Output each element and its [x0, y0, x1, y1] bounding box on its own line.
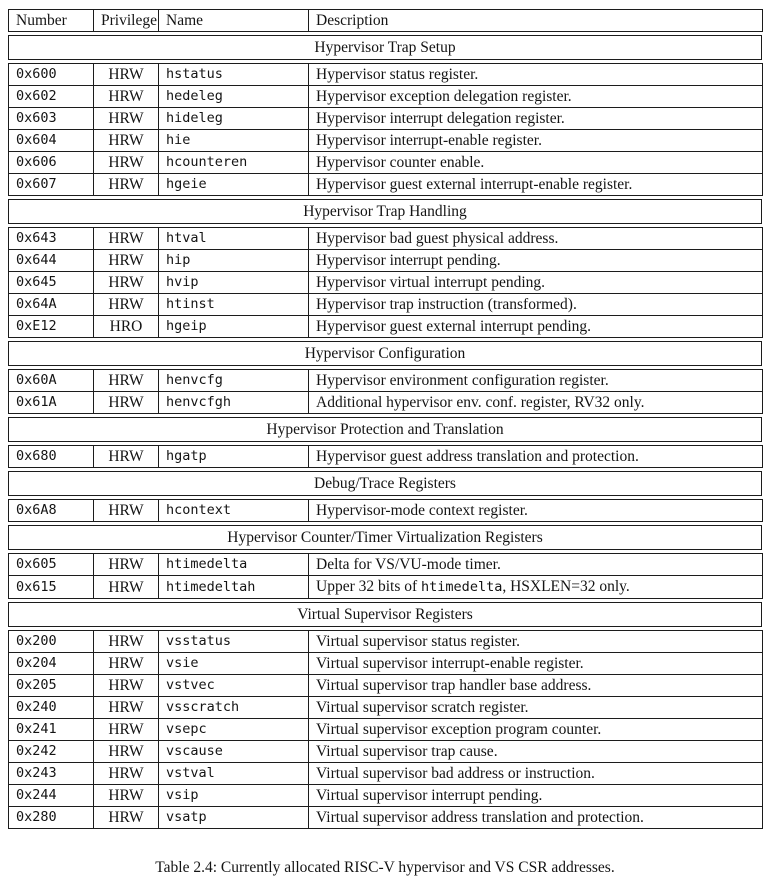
- cell-privilege: HRW: [94, 272, 159, 294]
- col-header-number: Number: [9, 10, 94, 32]
- csr-row: [9, 228, 763, 250]
- cell-description: Virtual supervisor interrupt-enable register.: [309, 653, 763, 675]
- cell-description: Hypervisor guest external interrupt pending.: [309, 316, 763, 338]
- cell-privilege: HRW: [94, 631, 159, 653]
- section-title-row: [9, 418, 762, 442]
- cell-name: htinst: [159, 294, 309, 316]
- csr-row: [9, 446, 763, 468]
- cell-name: hideleg: [159, 108, 309, 130]
- csr-row: [9, 370, 763, 392]
- cell-privilege: HRW: [94, 228, 159, 250]
- cell-number: 0x602: [9, 86, 94, 108]
- table-caption: Table 2.4: Currently allocated RISC-V hypervisor and VS CSR addresses.: [155, 859, 615, 876]
- csr-row: [9, 807, 763, 829]
- cell-name: htimedeltah: [159, 576, 309, 599]
- cell-privilege: HRW: [94, 446, 159, 468]
- cell-number: 0x64A: [9, 294, 94, 316]
- col-header-privilege: Privilege: [94, 10, 159, 32]
- cell-number: 0x243: [9, 763, 94, 785]
- inline-code: htimedelta: [421, 579, 503, 595]
- section-title-row: [9, 472, 762, 496]
- cell-description: Hypervisor guest external interrupt-enable register.: [309, 174, 763, 196]
- cell-description: Hypervisor environment configuration register.: [309, 370, 763, 392]
- section-title-block: [8, 525, 762, 550]
- csr-row: [9, 272, 763, 294]
- csr-row: [9, 316, 763, 338]
- cell-number: 0x600: [9, 64, 94, 86]
- section-title-block: [8, 35, 762, 60]
- cell-number: 0x615: [9, 576, 94, 599]
- cell-privilege: HRW: [94, 86, 159, 108]
- cell-privilege: HRW: [94, 130, 159, 152]
- csr-row: [9, 785, 763, 807]
- cell-privilege: HRW: [94, 64, 159, 86]
- cell-name: vsstatus: [159, 631, 309, 653]
- cell-description: Virtual supervisor exception program counter.: [309, 719, 763, 741]
- cell-description: Hypervisor counter enable.: [309, 152, 763, 174]
- cell-privilege: HRW: [94, 392, 159, 414]
- header-row: [9, 10, 763, 32]
- csr-row: [9, 174, 763, 196]
- cell-name: vsatp: [159, 807, 309, 829]
- cell-privilege: HRW: [94, 250, 159, 272]
- cell-description: Hypervisor bad guest physical address.: [309, 228, 763, 250]
- cell-name: vsepc: [159, 719, 309, 741]
- csr-table-header: [8, 9, 763, 32]
- cell-privilege: HRW: [94, 500, 159, 522]
- cell-number: 0x606: [9, 152, 94, 174]
- cell-name: hgeie: [159, 174, 309, 196]
- section-rows-block: [8, 499, 763, 522]
- csr-row: [9, 741, 763, 763]
- cell-name: hie: [159, 130, 309, 152]
- cell-description: Hypervisor interrupt delegation register.: [309, 108, 763, 130]
- section-rows-block: [8, 553, 763, 599]
- section-title-row: [9, 200, 762, 224]
- csr-row: [9, 294, 763, 316]
- csr-row: [9, 108, 763, 130]
- cell-name: vsscratch: [159, 697, 309, 719]
- cell-privilege: HRW: [94, 653, 159, 675]
- col-header-name: Name: [159, 10, 309, 32]
- cell-number: 0x645: [9, 272, 94, 294]
- cell-number: 0x204: [9, 653, 94, 675]
- cell-name: vsie: [159, 653, 309, 675]
- cell-number: 0x241: [9, 719, 94, 741]
- cell-privilege: HRW: [94, 675, 159, 697]
- cell-number: 0x6A8: [9, 500, 94, 522]
- csr-row: [9, 392, 763, 414]
- section-title-block: [8, 471, 762, 496]
- section-title-row: [9, 526, 762, 550]
- section-rows-block: [8, 227, 763, 338]
- cell-description: Delta for VS/VU-mode timer.: [309, 554, 763, 576]
- section-rows-block: [8, 369, 763, 414]
- cell-number: 0x240: [9, 697, 94, 719]
- csr-row: [9, 653, 763, 675]
- csr-row: [9, 697, 763, 719]
- cell-privilege: HRW: [94, 152, 159, 174]
- csr-table-body: [8, 35, 762, 829]
- cell-description: Virtual supervisor bad address or instruction.: [309, 763, 763, 785]
- cell-description: Hypervisor virtual interrupt pending.: [309, 272, 763, 294]
- csr-row: [9, 763, 763, 785]
- section-title-row: [9, 36, 762, 60]
- cell-name: hgeip: [159, 316, 309, 338]
- cell-description: Virtual supervisor interrupt pending.: [309, 785, 763, 807]
- cell-name: hcontext: [159, 500, 309, 522]
- section-rows-block: [8, 445, 763, 468]
- section-title: Hypervisor Counter/Timer Virtualization Registers: [227, 529, 543, 546]
- cell-number: 0x61A: [9, 392, 94, 414]
- cell-description: Upper 32 bits of htimedelta, HSXLEN=32 only.: [309, 576, 763, 599]
- cell-number: 0x242: [9, 741, 94, 763]
- cell-number: 0x680: [9, 446, 94, 468]
- cell-description: Hypervisor interrupt pending.: [309, 250, 763, 272]
- cell-name: hvip: [159, 272, 309, 294]
- cell-name: hcounteren: [159, 152, 309, 174]
- csr-row: [9, 250, 763, 272]
- section-title: Hypervisor Trap Handling: [303, 203, 467, 220]
- cell-description: Virtual supervisor status register.: [309, 631, 763, 653]
- cell-number: 0x280: [9, 807, 94, 829]
- cell-description: Virtual supervisor trap cause.: [309, 741, 763, 763]
- cell-description: Virtual supervisor address translation and protection.: [309, 807, 763, 829]
- section-title-block: [8, 417, 762, 442]
- section-title: Hypervisor Protection and Translation: [266, 421, 504, 438]
- cell-privilege: HRW: [94, 763, 159, 785]
- cell-name: hgatp: [159, 446, 309, 468]
- csr-row: [9, 500, 763, 522]
- section-rows-block: [8, 63, 763, 196]
- section-title: Hypervisor Configuration: [304, 345, 466, 362]
- cell-number: 0x205: [9, 675, 94, 697]
- cell-description: Virtual supervisor trap handler base address.: [309, 675, 763, 697]
- cell-name: vstval: [159, 763, 309, 785]
- cell-name: htimedelta: [159, 554, 309, 576]
- cell-privilege: HRW: [94, 697, 159, 719]
- section-title: Debug/Trace Registers: [314, 475, 456, 492]
- cell-name: vsip: [159, 785, 309, 807]
- cell-number: 0x644: [9, 250, 94, 272]
- cell-number: 0xE12: [9, 316, 94, 338]
- cell-privilege: HRW: [94, 370, 159, 392]
- cell-name: hip: [159, 250, 309, 272]
- cell-privilege: HRW: [94, 294, 159, 316]
- csr-row: [9, 86, 763, 108]
- cell-privilege: HRW: [94, 785, 159, 807]
- cell-number: 0x200: [9, 631, 94, 653]
- section-rows-block: [8, 630, 763, 829]
- cell-privilege: HRW: [94, 576, 159, 599]
- cell-privilege: HRW: [94, 719, 159, 741]
- cell-privilege: HRW: [94, 174, 159, 196]
- cell-description: Hypervisor trap instruction (transformed).: [309, 294, 763, 316]
- csr-row: [9, 152, 763, 174]
- section-title-block: [8, 602, 762, 627]
- csr-row: [9, 719, 763, 741]
- cell-number: 0x603: [9, 108, 94, 130]
- cell-description: Hypervisor status register.: [309, 64, 763, 86]
- section-title: Virtual Supervisor Registers: [297, 606, 473, 623]
- section-title-block: [8, 199, 762, 224]
- cell-description: Hypervisor-mode context register.: [309, 500, 763, 522]
- csr-row: [9, 675, 763, 697]
- cell-privilege: HRW: [94, 741, 159, 763]
- section-title: Hypervisor Trap Setup: [314, 39, 456, 56]
- cell-description: Additional hypervisor env. conf. register, RV32 only.: [309, 392, 763, 414]
- csr-row: [9, 631, 763, 653]
- cell-number: 0x605: [9, 554, 94, 576]
- cell-description: Hypervisor guest address translation and protection.: [309, 446, 763, 468]
- cell-number: 0x607: [9, 174, 94, 196]
- section-title-block: [8, 341, 762, 366]
- cell-name: henvcfg: [159, 370, 309, 392]
- cell-privilege: HRW: [94, 807, 159, 829]
- cell-number: 0x604: [9, 130, 94, 152]
- cell-name: hedeleg: [159, 86, 309, 108]
- cell-privilege: HRW: [94, 554, 159, 576]
- cell-number: 0x244: [9, 785, 94, 807]
- cell-privilege: HRO: [94, 316, 159, 338]
- cell-number: 0x643: [9, 228, 94, 250]
- cell-name: henvcfgh: [159, 392, 309, 414]
- cell-name: vstvec: [159, 675, 309, 697]
- section-title-row: [9, 342, 762, 366]
- cell-name: htval: [159, 228, 309, 250]
- cell-description: Hypervisor exception delegation register.: [309, 86, 763, 108]
- cell-description: Hypervisor interrupt-enable register.: [309, 130, 763, 152]
- cell-number: 0x60A: [9, 370, 94, 392]
- csr-row: [9, 130, 763, 152]
- csr-row: [9, 576, 763, 599]
- cell-name: hstatus: [159, 64, 309, 86]
- cell-name: vscause: [159, 741, 309, 763]
- section-title-row: [9, 603, 762, 627]
- csr-row: [9, 554, 763, 576]
- csr-row: [9, 64, 763, 86]
- cell-privilege: HRW: [94, 108, 159, 130]
- col-header-description: Description: [309, 10, 763, 32]
- cell-description: Virtual supervisor scratch register.: [309, 697, 763, 719]
